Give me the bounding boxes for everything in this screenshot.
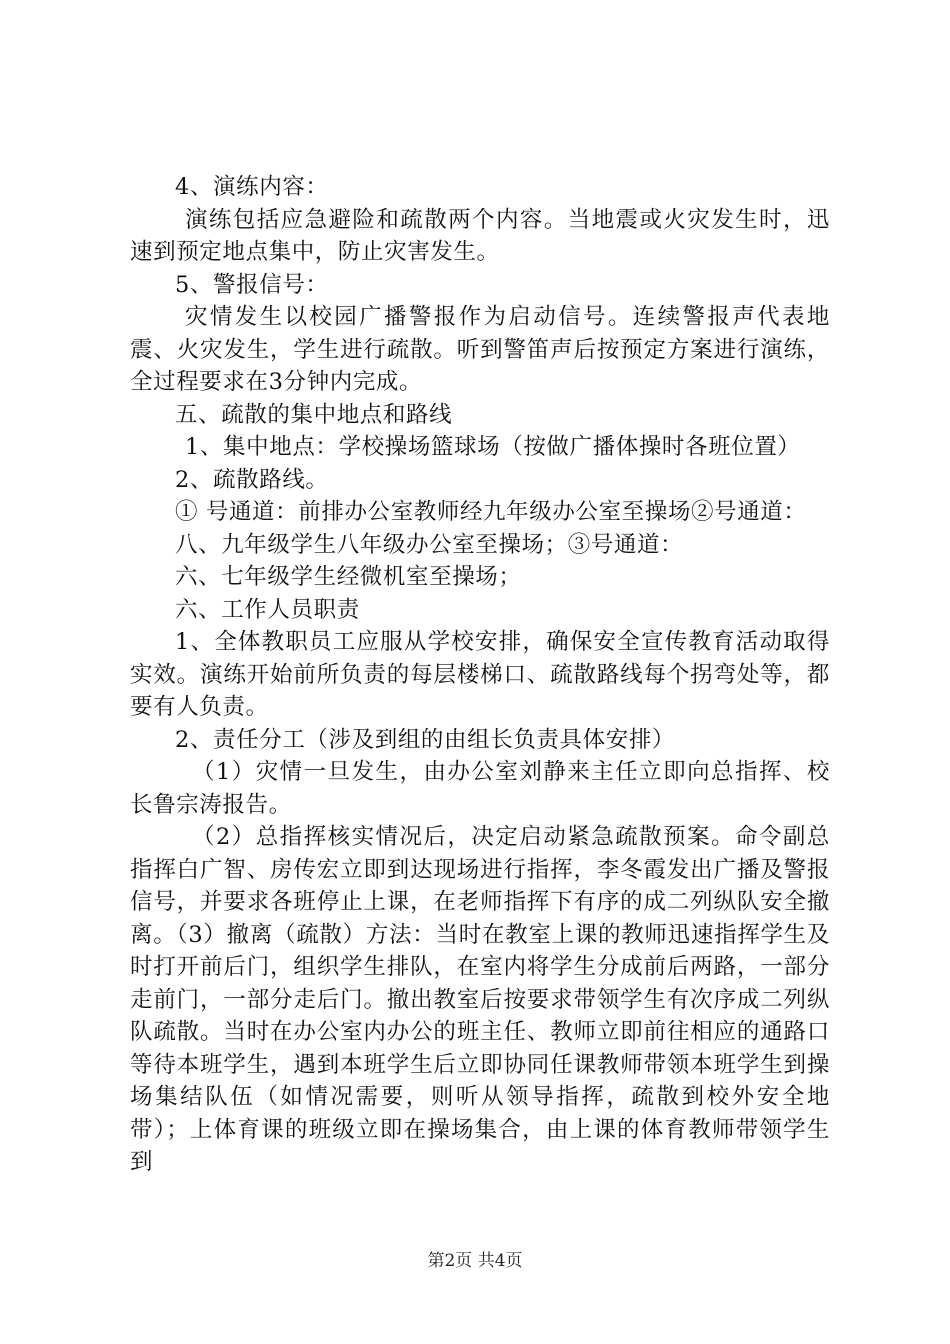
page-footer: 第2页 共4页 xyxy=(427,1251,523,1271)
paragraph-route-2: 八、九年级学生八年级办公室至操场；③号通道： xyxy=(175,531,684,558)
paragraph-route-1: ① 号通道：前排办公室教师经九年级办公室至操场②号通道： xyxy=(175,499,807,525)
paragraph-responsibility-2: （2）总指挥核实情况后，决定启动紧急疏散预案。命令副总指挥白广智、房传宏立即到达现场进行指挥，李冬霞发出广播及警报信号，并要求各班停止上课，在老师指挥下有序的成二列纵队安全撤离。（3）撤离（疏散）方法：当时在教室上课的教师迅速指挥学生及时打开前后门，组织学生排队，在室内将学生分成前后两路，一部分走前门，一部分走后门。撤出教室后按要求带领学生有次序成二列纵队疏散。当时在办公室内办公的班主任、教师立即前往相应的通路口等待本班学生，遇到本班学生后立即协同任课教师带领本班学生到操场集结队伍（如情况需要，则听从领导指挥，疏散到校外安全地带）；上体育课的班级立即在操场集合，由上课的体育教师带领学生到 xyxy=(130,824,830,1175)
section-heading-evacuation: 五、疏散的集中地点和路线 xyxy=(175,401,453,428)
paragraph-drill-content: 演练包括应急避险和疏散两个内容。当地震或火灾发生时，迅速到预定地点集中，防止灾害发生。 xyxy=(130,206,830,265)
paragraph-responsibility-heading: 2、责任分工（涉及到组的由组长负责具体安排） xyxy=(175,726,676,753)
paragraph-alarm-signal-heading: 5、警报信号： xyxy=(175,271,329,298)
paragraph-evacuation-route-heading: 2、疏散路线。 xyxy=(175,466,329,493)
paragraph-drill-content-heading: 4、演练内容： xyxy=(175,174,329,200)
paragraph-route-3: 六、七年级学生经微机室至操场； xyxy=(175,564,522,590)
section-heading-staff-duties: 六、工作人员职责 xyxy=(175,596,360,623)
document-body xyxy=(130,171,830,1179)
paragraph-staff-duty-1: 1、全体教职员工应服从学校安排，确保安全宣传教育活动取得实效。演练开始前所负责的每层楼梯口、疏散路线每个拐弯处等，都要有人负责。 xyxy=(130,629,830,720)
paragraph-alarm-signal: 灾情发生以校园广播警报作为启动信号。连续警报声代表地震、火灾发生，学生进行疏散。听到警笛声后按预定方案进行演练，全过程要求在3分钟内完成。 xyxy=(130,304,830,395)
paragraph-responsibility-1: （1）灾情一旦发生，由办公室刘静来主任立即向总指挥、校长鲁宗涛报告。 xyxy=(130,759,830,818)
paragraph-assembly-point: 1、集中地点：学校操场篮球场（按做广播体操时各班位置） xyxy=(185,434,801,460)
